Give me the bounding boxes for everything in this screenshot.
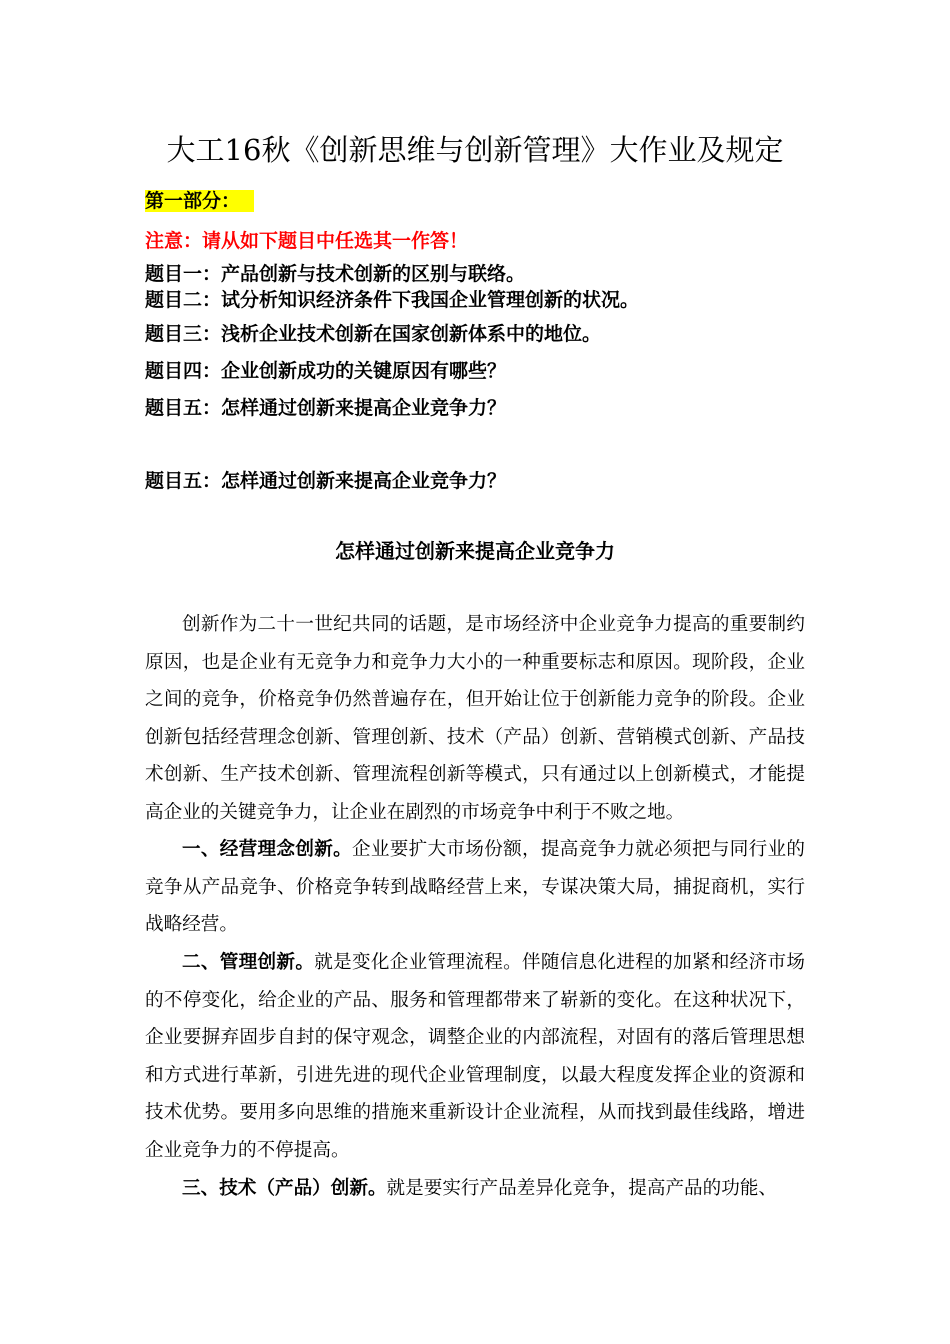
topic-item: 题目四：企业创新成功的关键原因有哪些？	[145, 360, 507, 382]
section-paragraph-1	[145, 831, 805, 944]
section-text: 就是要实行产品差异化竞争，提高产品的功能、	[386, 1178, 778, 1199]
topic-item: 题目三：浅析企业技术创新在国家创新体系中的地位。	[145, 323, 602, 345]
section-paragraph-3	[145, 1170, 805, 1208]
section-heading: 二、管理创新。	[182, 952, 315, 973]
part-label: 第一部分：	[145, 190, 254, 212]
topic-item: 题目二：试分析知识经济条件下我国企业管理创新的状况。	[145, 289, 640, 311]
intro-paragraph: 创新作为二十一世纪共同的话题，是市场经济中企业竞争力提高的重要制约原因，也是企业有无竞争力和竞争力大小的一种重要标志和原因。现阶段，企业之间的竞争，价格竞争仍然普遍存在，但开始让位于创新能力竞争的阶段。企业创新包括经营理念创新、管理创新、技术（产品）创新、营销模式创新、产品技术创新、生产技术创新、管理流程创新等模式，只有通过以上创新模式，才能提高企业的关键竞争力，让企业在剧烈的市场竞争中利于不败之地。	[145, 614, 805, 823]
essay-title: 怎样通过创新来提高企业竞争力	[335, 539, 615, 563]
section-text: 就是变化企业管理流程。伴随信息化进程的加紧和经济市场的不停变化，给企业的产品、服务和管理都带来了崭新的变化。在这种状况下，企业要摒弃固步自封的保守观念，调整企业的内部流程，对固有的落后管理思想和方式进行革新，引进先进的现代企业管理制度，以最大程度发挥企业的资源和技术优势。要用多向思维的措施来重新设计企业流程，从而找到最佳线路，增进企业竞争力的不停提高。	[145, 952, 805, 1161]
section-paragraph-2	[145, 944, 805, 1169]
section-heading: 一、经营理念创新。	[182, 839, 352, 860]
topic-item: 题目一：产品创新与技术创新的区别与联络。	[145, 263, 526, 285]
part-label-line	[145, 188, 254, 214]
section-text: 企业要扩大市场份额，提高竞争力就必须把与同行业的竞争从产品竞争、价格竞争转到战略经营上来，专谋决策大局，捕捉商机，实行战略经营。	[145, 839, 805, 935]
document-title: 大工16秋《创新思维与创新管理》大作业及规定	[166, 133, 784, 167]
chosen-topic: 题目五：怎样通过创新来提高企业竞争力？	[145, 470, 507, 492]
section-heading: 三、技术（产品）创新。	[182, 1178, 387, 1199]
topic-item: 题目五：怎样通过创新来提高企业竞争力？	[145, 397, 507, 419]
notice-text: 注意：请从如下题目中任选其一作答！	[145, 230, 469, 252]
